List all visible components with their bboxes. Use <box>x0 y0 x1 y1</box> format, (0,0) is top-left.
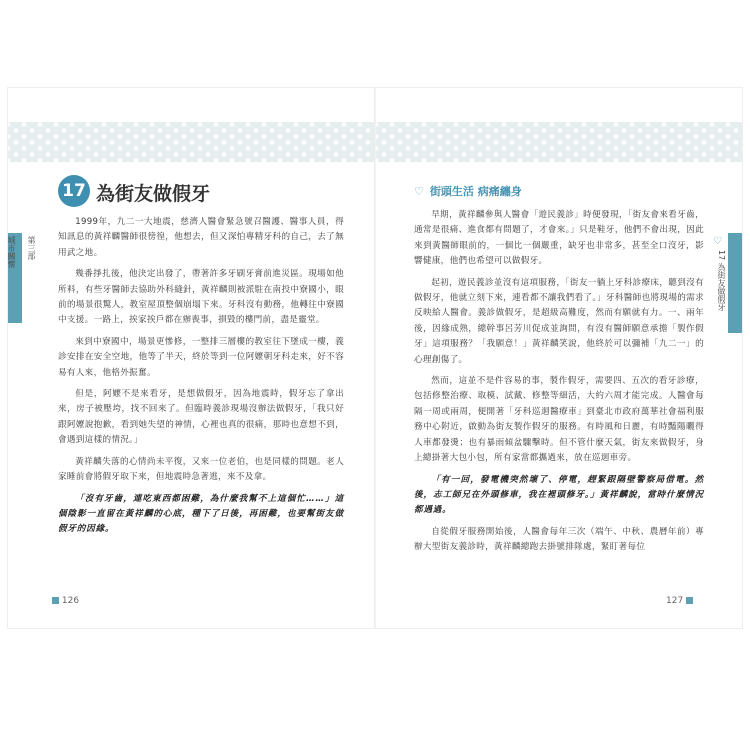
side-tab-part-title: 城市關懷 <box>7 236 16 268</box>
quote-paragraph: 「有一回，發電機突然壞了、停電，趕緊跟隔壁警察局借電。然後，志工師兄在外頭修車，我在裡頭修牙。」黃祥麟說，當時什麼情況都遇過。 <box>414 474 704 516</box>
paragraph: 然而，這並不是件容易的事，製作假牙，需要四、五次的看牙診療，包括修整治療、取模、試戴、修整等細活，大約六周才能完成。人醫會每隔一周或兩周，便開著「牙科巡迴醫療車」到臺北市政府萬華社會福利服務中心附近，啟動為街友製作假牙的服務。有時風和日麗，有時豔陽曬得人車都發燙；也有暴雨傾盆驟擊時。但不管什麼天氣，街友來做假牙，身上總掛著大包小包，所有家當都攜過來，放在巡迴車旁。 <box>414 376 704 464</box>
right-side-tab-text: 17 為街友做假牙 <box>717 250 726 311</box>
right-page-number <box>666 596 693 606</box>
page-marker-icon <box>52 597 59 604</box>
chapter-number-badge: 17 <box>58 175 90 207</box>
paragraph: 自從假牙服務開始後，人醫會每年三次（端午、中秋、農曆年前）專辦大型街友義診時，黃祥麟總跑去掛號排隊處，緊盯著每位 <box>414 526 704 553</box>
paragraph: 起初，遊民義診並沒有這項服務，「街友一躺上牙科診療床，聽到沒有做假牙，他就立刻下來，連看都不讓我們看了。」牙科醫師也將現場的需求反映給人醫會。義診做假牙，是超級高難度，然而有願就有力。一、兩年後，因緣成熟，總幹事呂芳川促成並詢問，有沒有醫師願意承擔「製作假牙」這項服務？「我願意！」黃祥麟笑說，他終於可以彌補「九二一」的心理創傷了。 <box>414 277 704 365</box>
book-spine <box>374 88 376 628</box>
quote-paragraph: 「沒有牙齒，連吃東西都困難，為什麼我幫不上這個忙……」這個陰影一直留在黃祥麟的心底，種下了日後，再困難，也要幫街友做假牙的因緣。 <box>58 493 344 535</box>
section-heading <box>414 183 522 199</box>
heart-outline-icon: ♡ <box>414 185 424 198</box>
page-number-text: 126 <box>61 596 80 606</box>
page-number-text: 127 <box>666 596 684 606</box>
left-page-number <box>52 596 79 606</box>
chapter-title: 為街友做假牙 <box>96 183 211 205</box>
paragraph: 幾番掙扎後，他決定出發了，帶著許多牙刷牙膏前進災區。現場如他所料，有些牙醫師去協助外科縫針，黃祥麟則被派駐在南投中寮國小，眼前的場景很驚人，教室屋頂整個崩塌下來。牙科沒有動務，他轉往中寮國中支援。一路上，挨家挨戶都在辦喪事，損毀的樓門前，盡是靈堂。 <box>58 269 344 326</box>
paragraph: 1999年，九二一大地震，慈濟人醫會緊急號召醫護、醫事人員，得知訊息的黃祥麟醫師很徬徨，他想去，但又深怕專精牙科的自己，去了無用武之地。 <box>58 217 344 258</box>
page-marker-icon <box>686 597 693 604</box>
left-page-body <box>58 215 344 544</box>
side-tab-part-label: 第三部 <box>27 236 36 260</box>
right-page-body <box>414 208 704 562</box>
paragraph: 早期，黃祥麟參與人醫會「遊民義診」時便發現，「街友會來看牙齒，通常是很痛、進食都有問題了，才會來。」只是鞋牙，他們不會出現，因此來到黃醫師眼前的，一個比一個嚴重，缺牙也非常多，甚至全口沒牙，影響健康，他們也希望可以做假牙。 <box>414 210 704 267</box>
right-side-tab <box>728 233 742 333</box>
paragraph: 但是，阿嬤不是來看牙，是想做假牙，因為地震時，假牙忘了拿出來，房子被壓垮，找不回來了。但臨時義診現場沒辦法做假牙，「我只好跟阿嬤說抱歉，看到她失望的神情，心裡也真的很痛，那時也意想不到，會遇到這樣的情況。」 <box>58 389 344 446</box>
left-side-tab-text <box>7 236 36 268</box>
paragraph: 黃祥麟失落的心情尚未平復，又來一位老伯，也是同樣的問題。老人家睡前會將假牙取下來，但地震時急著逃，來不及拿。 <box>58 456 344 483</box>
heart-outline-icon: ♡ <box>713 236 722 247</box>
section-heading-text: 街頭生活 病痛纏身 <box>429 185 522 198</box>
paragraph: 來到中寮國中，場景更慘修，一整排三層樓的教室往下墜成一樓，義診安排在安全空地，他等了半天，終於等到一位阿嬤朝牙科走來，好不容易有人來，他格外振奮。 <box>58 336 344 378</box>
